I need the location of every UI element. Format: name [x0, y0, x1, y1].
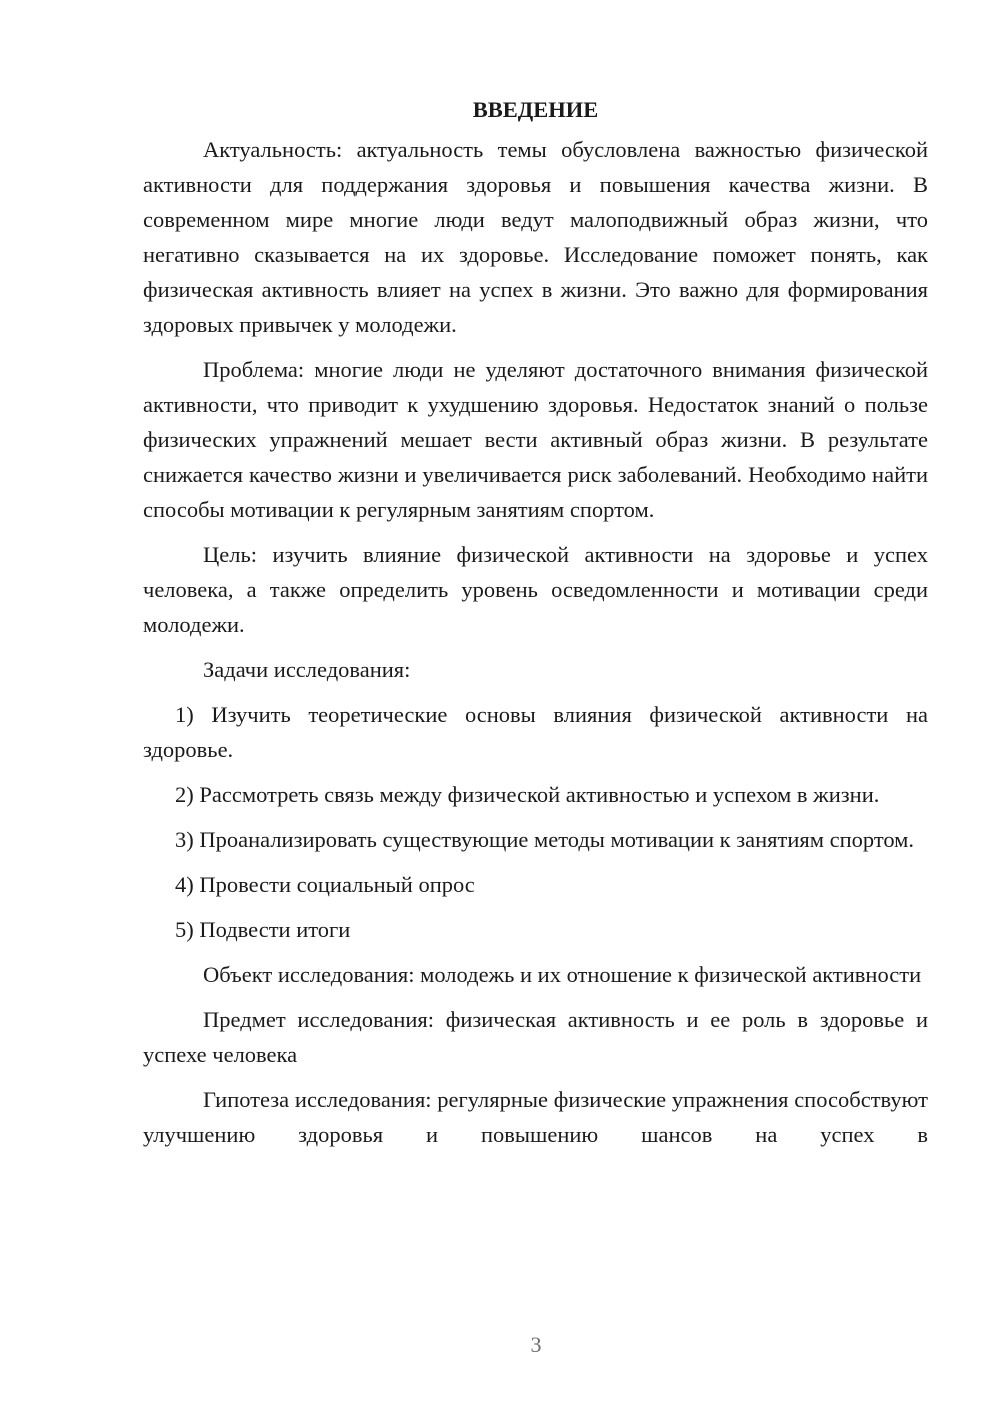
task-item: 2) Рассмотреть связь между физической активностью и успехом в жизни.	[175, 782, 880, 807]
subject-paragraph: Предмет исследования: физическая активность и ее роль в здоровье и успехе человека	[143, 1007, 928, 1067]
problem-paragraph: Проблема: многие люди не уделяют достаточного внимания физической активности, что приводит к ухудшению здоровья. Недостаток знаний о пользе физических упражнений мешает вести активный образ жизни. В результате снижается качество жизни и увеличивается риск заболеваний. Необходимо найти способы мотивации к регулярным занятиям спортом.	[143, 357, 928, 522]
hypothesis-paragraph: Гипотеза исследования: регулярные физические упражнения способствуют улучшению здоровья и повышению шансов на успех в	[143, 1087, 928, 1147]
goal-paragraph: Цель: изучить влияние физической активности на здоровье и успех человека, а также определить уровень осведомленности и мотивации среди молодежи.	[143, 542, 928, 637]
task-item: 3) Проанализировать существующие методы мотивации к занятиям спортом.	[175, 827, 915, 852]
section-heading: ВВЕДЕНИЕ	[472, 97, 599, 122]
task-item: 5) Подвести итоги	[175, 917, 351, 942]
task-item: 4) Провести социальный опрос	[175, 872, 475, 897]
tasks-title: Задачи исследования:	[203, 657, 411, 682]
document-page	[143, 92, 928, 1162]
relevance-paragraph: Актуальность: актуальность темы обусловлена важностью физической активности для поддержания здоровья и повышения качества жизни. В современном мире многие люди ведут малоподвижный образ жизни, что негативно сказывается на их здоровье. Исследование поможет понять, как физическая активность влияет на успех в жизни. Это важно для формирования здоровых привычек у молодежи.	[143, 137, 928, 337]
object-paragraph: Объект исследования: молодежь и их отношение к физической активности	[203, 962, 922, 987]
page-number: 3	[530, 1332, 542, 1357]
task-item: 1) Изучить теоретические основы влияния физической активности на здоровье.	[143, 702, 928, 762]
